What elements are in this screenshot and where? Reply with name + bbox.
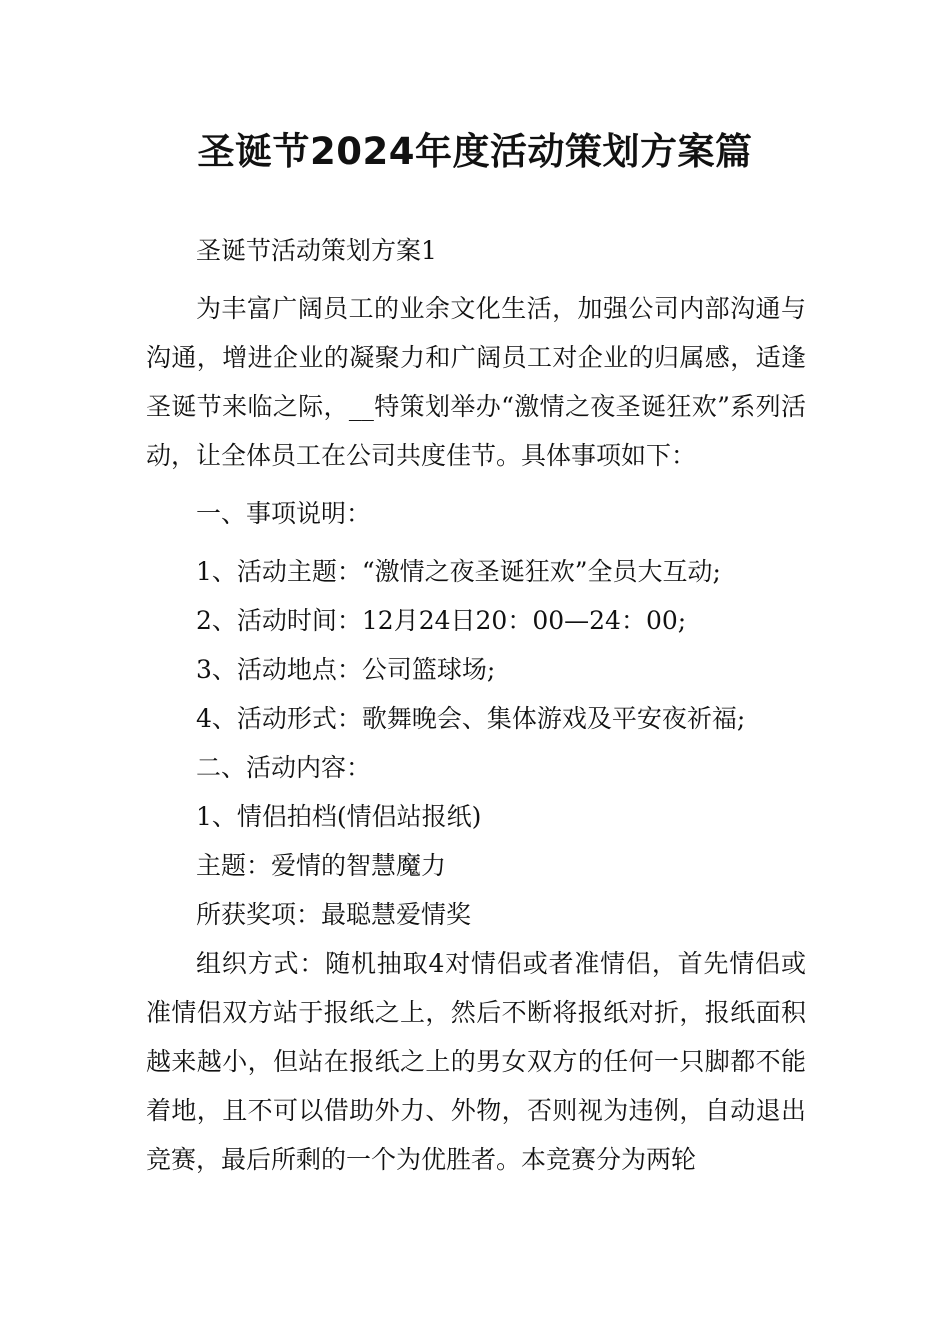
- activity-organization: 组织方式：随机抽取4对情侣或者准情侣，首先情侣或准情侣双方站于报纸之上，然后不断将报纸对折，报纸面积越来越小，但站在报纸之上的男女双方的任何一只脚都不能着地，且不可以借助外力、外物，否则视为违例，自动退出竞赛，最后所剩的一个为优胜者。本竞赛分为两轮: [146, 949, 806, 1174]
- section-heading-content: 二、活动内容：: [196, 753, 372, 782]
- document-body: [146, 226, 806, 1184]
- activity-award: 所获奖项：最聪慧爱情奖: [196, 900, 472, 929]
- document-title: 圣诞节2024年度活动策划方案篇: [197, 130, 753, 173]
- activity-theme: 主题：爱情的智慧魔力: [196, 851, 447, 880]
- detail-item-location: 3、活动地点：公司篮球场;: [196, 655, 496, 684]
- section-heading-plan-1: 圣诞节活动策划方案1: [196, 236, 437, 265]
- detail-item-format: 4、活动形式：歌舞晚会、集体游戏及平安夜祈福;: [196, 704, 746, 733]
- intro-paragraph: 为丰富广阔员工的业余文化生活，加强公司内部沟通与沟通，增进企业的凝聚力和广阔员工对企业的归属感，适逢圣诞节来临之际，__特策划举办“激情之夜圣诞狂欢”系列活动，让全体员工在公司共度佳节。具体事项如下：: [146, 294, 806, 470]
- detail-item-theme: 1、活动主题：“激情之夜圣诞狂欢”全员大互动;: [196, 557, 721, 586]
- activity-title: 1、情侣拍档(情侣站报纸): [196, 802, 482, 831]
- section-heading-details: 一、事项说明：: [196, 499, 372, 528]
- detail-item-time: 2、活动时间：12月24日20：00—24：00;: [196, 606, 687, 635]
